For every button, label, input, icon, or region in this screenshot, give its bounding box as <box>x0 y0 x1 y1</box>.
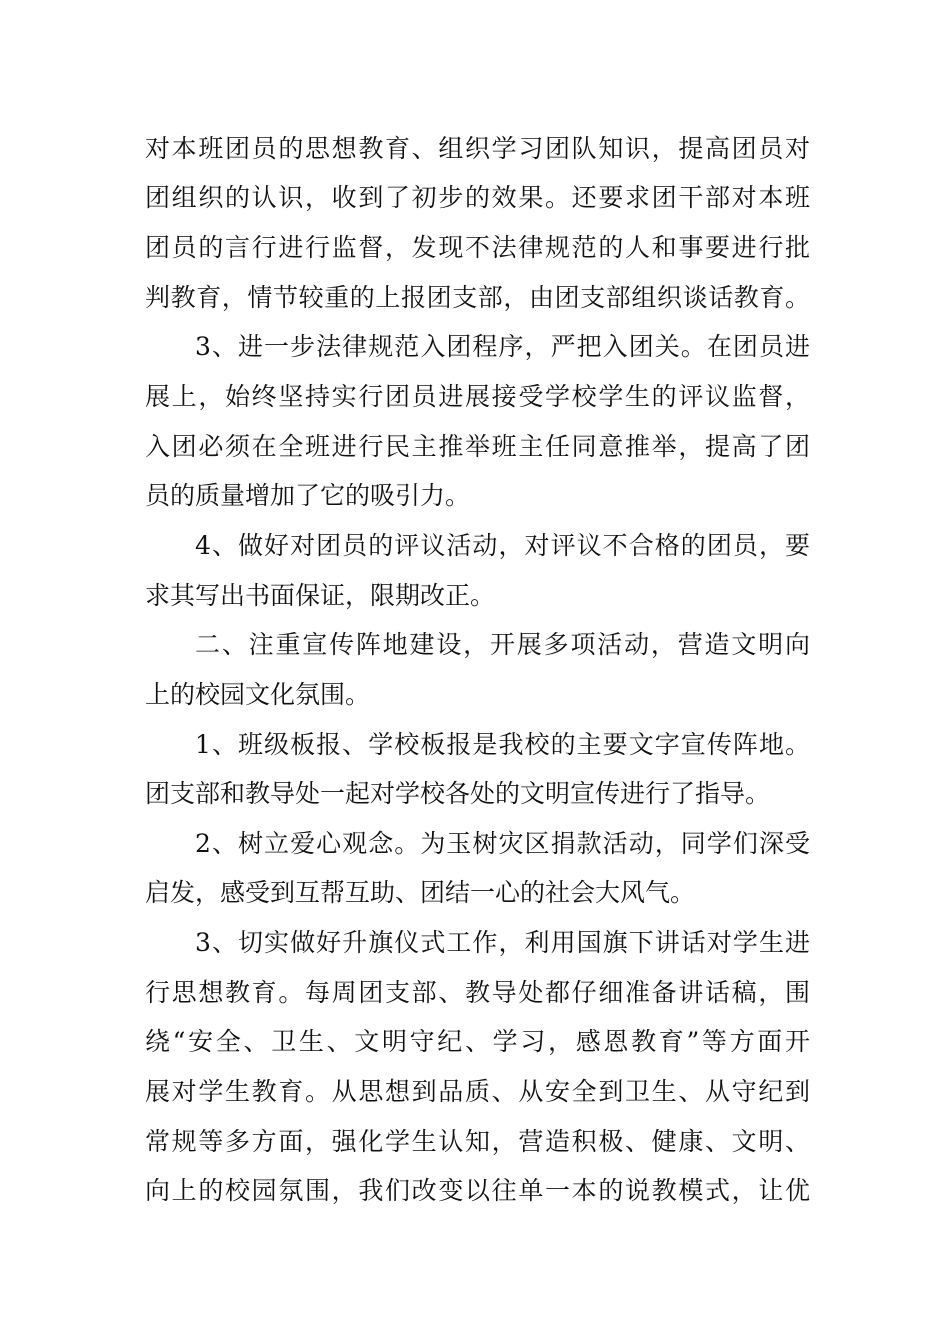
section-heading-line: 二、注重宣传阵地建设，开展多项活动，营造文明向 <box>195 630 810 659</box>
text-line: 行思想教育。每周团支部、教导处都仔细准备讲话稿，围 <box>145 978 810 1007</box>
paragraph-first-line: 1、班级板报、学校板报是我校的主要文字宣传阵地。 <box>195 730 810 759</box>
text-line: 对本班团员的思想教育、组织学习团队知识，提高团员对 <box>145 134 810 163</box>
text-line: 判教育，情节较重的上报团支部，由团支部组织谈话教育。 <box>145 283 810 312</box>
text-line: 入团必须在全班进行民主推举班主任同意推举，提高了团 <box>145 432 810 461</box>
text-line: 常规等多方面，强化学生认知，营造积极、健康、文明、 <box>145 1127 810 1156</box>
text-line: 求其写出书面保证，限期改正。 <box>145 581 496 610</box>
text-line: 向上的校园氛围，我们改变以往单一本的说教模式，让优 <box>145 1176 810 1205</box>
text-line: 团员的言行进行监督，发现不法律规范的人和事要进行批 <box>145 233 810 262</box>
paragraph-first-line: 2、树立爱心观念。为玉树灾区捐款活动，同学们深受 <box>195 829 810 858</box>
paragraph-first-line: 3、进一步法律规范入团程序，严把入团关。在团员进 <box>195 332 810 361</box>
text-line: 团支部和教导处一起对学校各处的文明宣传进行了指导。 <box>145 779 771 808</box>
section-heading-line: 上的校园文化氛围。 <box>145 680 371 709</box>
paragraph-first-line: 3、切实做好升旗仪式工作，利用国旗下讲话对学生进 <box>195 928 810 957</box>
paragraph-first-line: 4、做好对团员的评议活动，对评议不合格的团员，要 <box>195 531 810 560</box>
text-line: 团组织的认识，收到了初步的效果。还要求团干部对本班 <box>145 183 810 212</box>
text-line: 绕“安全、卫生、文明守纪、学习，感恩教育”等方面开 <box>145 1027 810 1056</box>
text-line: 启发，感受到互帮互助、团结一心的社会大风气。 <box>145 878 696 907</box>
text-line: 员的质量增加了它的吸引力。 <box>145 481 471 510</box>
text-line: 展对学生教育。从思想到品质、从安全到卫生、从守纪到 <box>145 1077 810 1106</box>
text-line: 展上，始终坚持实行团员进展接受学校学生的评议监督， <box>145 382 810 411</box>
